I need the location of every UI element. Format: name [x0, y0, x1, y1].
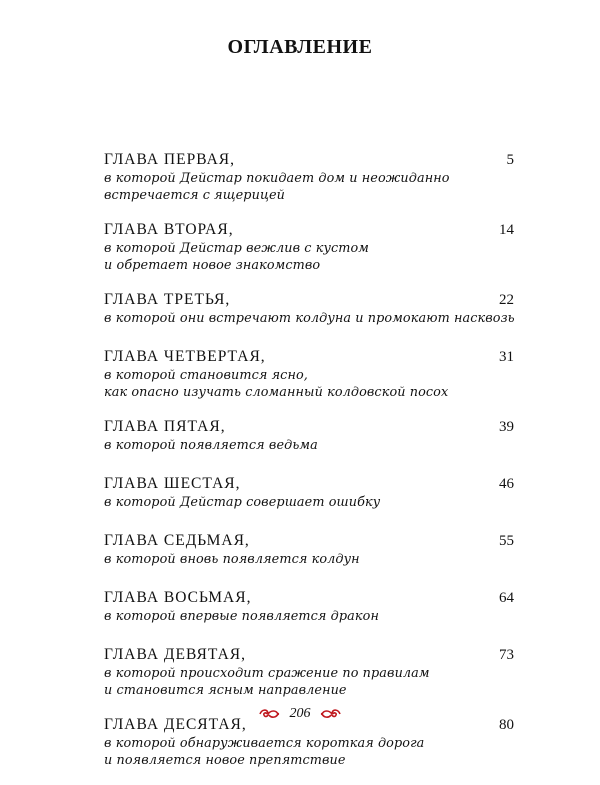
- chapter-page-number: 46: [499, 476, 514, 492]
- page-footer: [0, 706, 600, 726]
- chapter-description-line: в которой впервые появляется дракон: [104, 609, 379, 624]
- chapter-heading-row: [104, 474, 514, 494]
- toc-entry: [104, 474, 514, 511]
- chapter-description-line: встречается с ящерицей: [104, 188, 285, 203]
- chapter-description-line: в которой происходит сражение по правилам: [104, 666, 430, 681]
- toc-entry: [104, 347, 514, 401]
- chapter-description-line: в которой становится ясно,: [104, 368, 308, 383]
- toc-entry: [104, 220, 514, 274]
- chapter-description-line: в которой они встречают колдуна и промокают насквозь: [104, 311, 515, 326]
- floral-ornament-right-icon: [320, 707, 342, 721]
- chapter-heading-row: [104, 645, 514, 665]
- page-title: ОГЛАВЛЕНИЕ: [227, 36, 373, 58]
- toc-entry: [104, 150, 514, 204]
- chapter-title: ГЛАВА ШЕСТАЯ,: [104, 475, 241, 492]
- toc-entry: [104, 645, 514, 699]
- chapter-page-number: 64: [499, 590, 514, 606]
- chapter-heading-row: [104, 150, 514, 170]
- chapter-title: ГЛАВА ПЯТАЯ,: [104, 418, 226, 435]
- chapter-title: ГЛАВА ВОСЬМАЯ,: [104, 589, 252, 606]
- chapter-heading-row: [104, 417, 514, 437]
- chapter-heading-row: [104, 347, 514, 367]
- chapter-page-number: 80: [499, 717, 514, 733]
- chapter-title: ГЛАВА ДЕСЯТАЯ,: [104, 716, 247, 733]
- chapter-page-number: 31: [499, 349, 514, 365]
- chapter-description-line: и становится ясным направление: [104, 683, 347, 698]
- chapter-page-number: 14: [499, 222, 514, 238]
- chapter-heading-row: [104, 531, 514, 551]
- chapter-description-line: и появляется новое препятствие: [104, 753, 346, 768]
- chapter-title: ГЛАВА СЕДЬМАЯ,: [104, 532, 250, 549]
- table-of-contents: [104, 150, 514, 785]
- chapter-title: ГЛАВА ВТОРАЯ,: [104, 221, 234, 238]
- chapter-description-line: в которой Дейстар совершает ошибку: [104, 495, 381, 510]
- chapter-heading-row: [104, 588, 514, 608]
- floral-ornament-left-icon: [258, 707, 280, 721]
- toc-entry: [104, 531, 514, 568]
- chapter-page-number: 5: [506, 152, 514, 168]
- chapter-page-number: 73: [499, 647, 514, 663]
- toc-entry: [104, 417, 514, 454]
- chapter-title: ГЛАВА ДЕВЯТАЯ,: [104, 646, 246, 663]
- chapter-heading-row: [104, 290, 514, 310]
- chapter-description-line: в которой появляется ведьма: [104, 438, 318, 453]
- chapter-title: ГЛАВА ПЕРВАЯ,: [104, 151, 235, 168]
- chapter-page-number: 55: [499, 533, 514, 549]
- chapter-page-number: 39: [499, 419, 514, 435]
- chapter-heading-row: [104, 220, 514, 240]
- page-number: 206: [289, 706, 311, 721]
- chapter-description-line: в которой Дейстар вежлив с кустом: [104, 241, 370, 256]
- toc-entry: [104, 588, 514, 625]
- chapter-description-line: и обретает новое знакомство: [104, 258, 321, 273]
- chapter-description-line: в которой Дейстар покидает дом и неожиданно: [104, 171, 450, 186]
- chapter-page-number: 22: [499, 292, 514, 308]
- chapter-description-line: как опасно изучать сломанный колдовской посох: [104, 385, 449, 400]
- toc-entry: [104, 290, 514, 327]
- chapter-title: ГЛАВА ЧЕТВЕРТАЯ,: [104, 348, 266, 365]
- chapter-title: ГЛАВА ТРЕТЬЯ,: [104, 291, 231, 308]
- chapter-description-line: в которой вновь появляется колдун: [104, 552, 360, 567]
- chapter-description-line: в которой обнаруживается короткая дорога: [104, 736, 425, 751]
